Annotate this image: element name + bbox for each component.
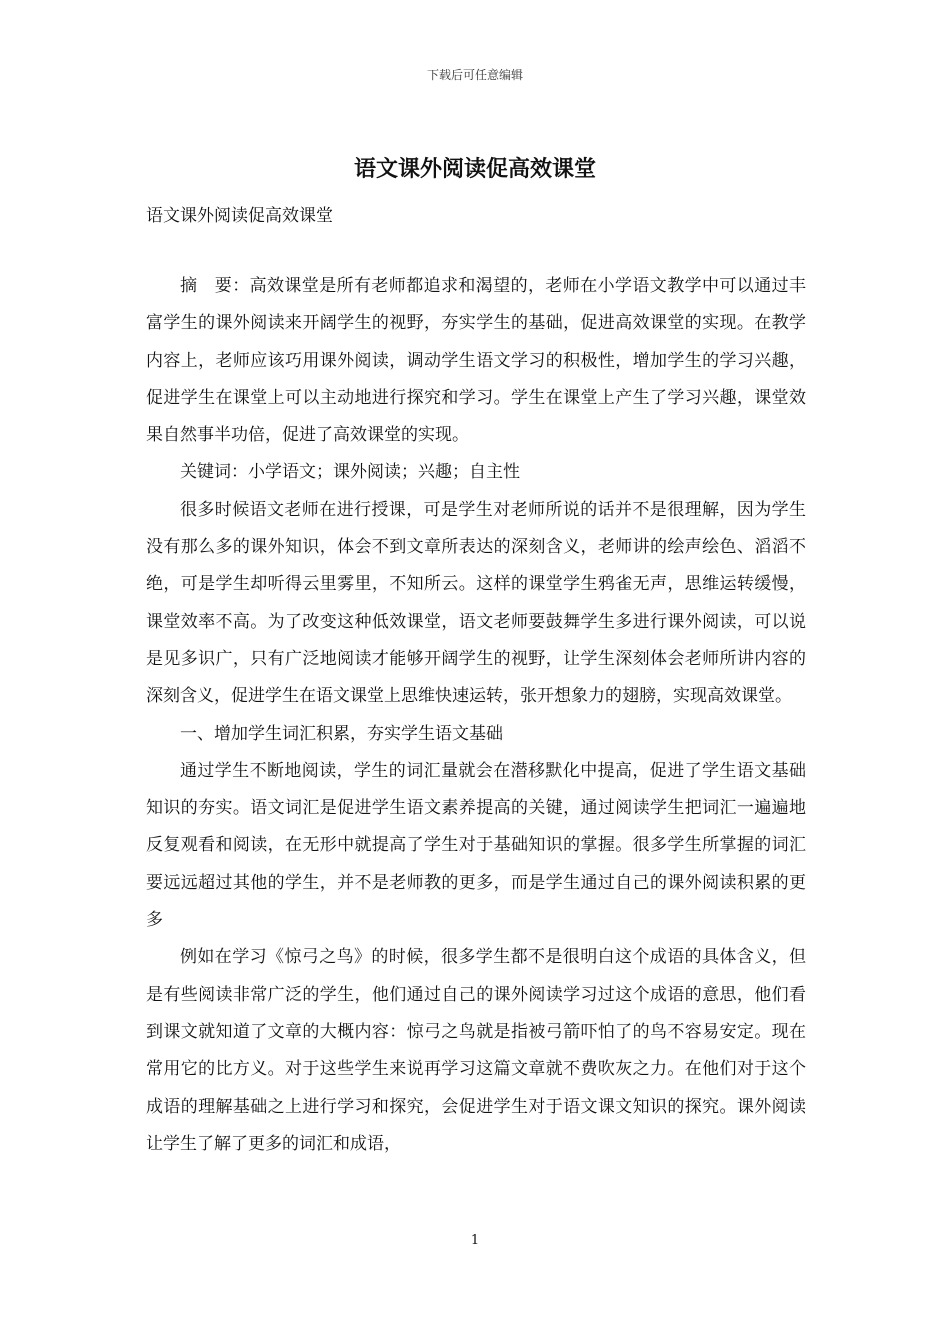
page-number: 1: [470, 1233, 480, 1248]
section-heading: 一、增加学生词汇积累，夯实学生语文基础: [180, 723, 503, 744]
keywords-paragraph: 关键词：小学语文；课外阅读；兴趣；自主性: [180, 462, 520, 483]
body-paragraph: 很多时候语文老师在进行授课，可是学生对老师所说的话并不是很理解，因为学生没有那么多的课外知识，体会不到文章所表达的深刻含义，老师讲的绘声绘色、滔滔不绝，可是学生却听得云里雾里，不知所云。这样的课堂学生鸦雀无声，思维运转缓慢，课堂效率不高。为了改变这种低效课堂，语文老师要鼓舞学生多进行课外阅读，可以说是见多识广，只有广泛地阅读才能够开阔学生的视野，让学生深刻体会老师所讲内容的深刻含义，促进学生在语文课堂上思维快速运转，张开想象力的翅膀，实现高效课堂。: [146, 499, 806, 707]
document-title: 语文课外阅读促高效课堂: [353, 156, 596, 182]
document-subtitle: 语文课外阅读促高效课堂: [146, 206, 333, 226]
page-header: 下载后可任意编辑: [426, 68, 523, 82]
document-body: [146, 268, 806, 1163]
body-paragraph: 例如在学习《惊弓之鸟》的时候，很多学生都不是很明白这个成语的具体含义，但是有些阅读非常广泛的学生，他们通过自己的课外阅读学习过这个成语的意思，他们看到课文就知道了文章的大概内容：惊弓之鸟就是指被弓箭吓怕了的鸟不容易安定。现在常用它的比方义。对于这些学生来说再学习这篇文章就不费吹灰之力。在他们对于这个成语的理解基础之上进行学习和探究，会促进学生对于语文课文知识的探究。课外阅读让学生了解了更多的词汇和成语，: [146, 947, 806, 1154]
body-paragraph: 通过学生不断地阅读，学生的词汇量就会在潜移默化中提高，促进了学生语文基础知识的夯实。语文词汇是促进学生语文素养提高的关键，通过阅读学生把词汇一遍遍地反复观看和阅读，在无形中就提高了学生对于基础知识的掌握。很多学生所掌握的词汇要远远超过其他的学生，并不是老师教的更多，而是学生通过自己的课外阅读积累的更多: [146, 760, 806, 931]
abstract-paragraph: 摘 要：高效课堂是所有老师都追求和渴望的，老师在小学语文教学中可以通过丰富学生的课外阅读来开阔学生的视野，夯实学生的基础，促进高效课堂的实现。在教学内容上，老师应该巧用课外阅读，调动学生语文学习的积极性，增加学生的学习兴趣，促进学生在课堂上可以主动地进行探究和学习。学生在课堂上产生了学习兴趣，课堂效果自然事半功倍，促进了高效课堂的实现。: [146, 276, 806, 446]
